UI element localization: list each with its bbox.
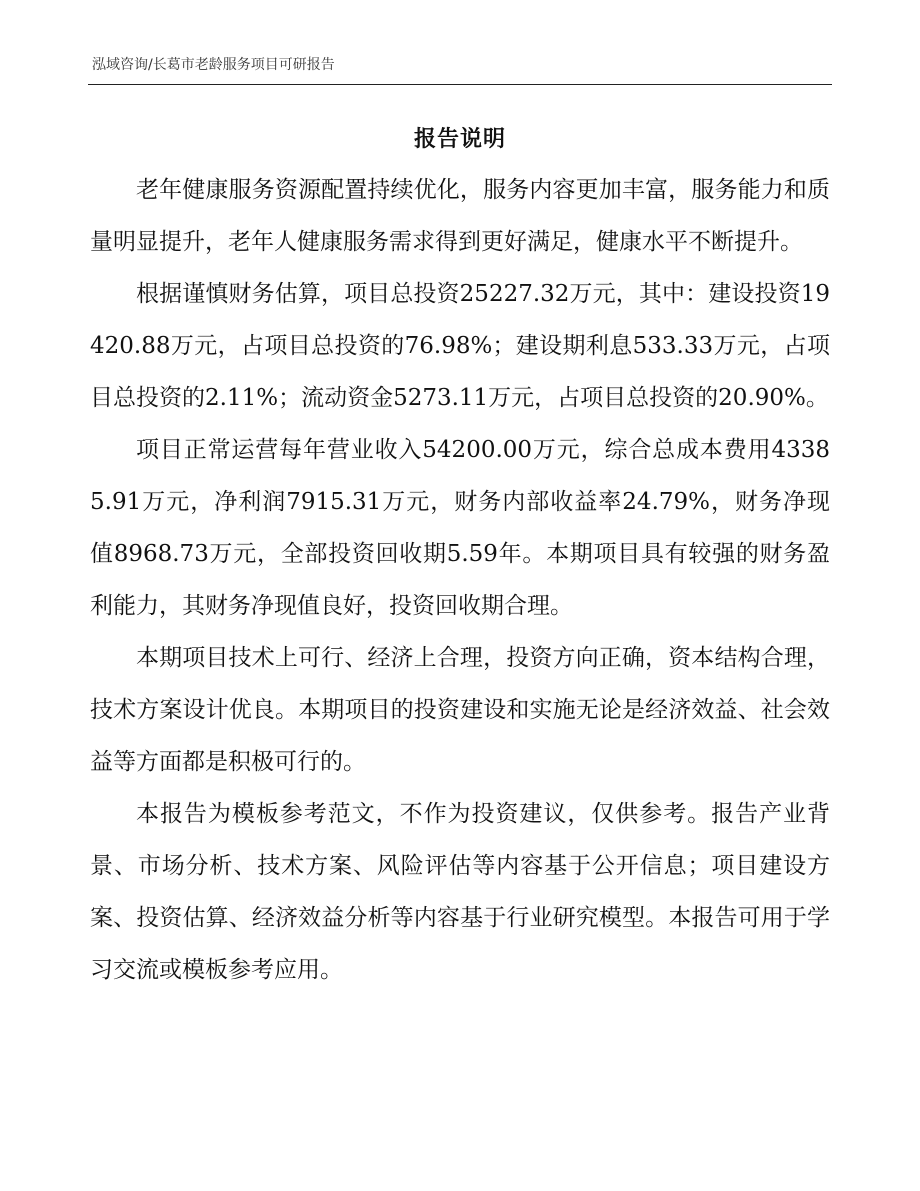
- paragraph-1: 老年健康服务资源配置持续优化，服务内容更加丰富，服务能力和质量明显提升，老年人健康服务需求得到更好满足，健康水平不断提升。: [90, 177, 830, 255]
- document-body: [90, 164, 830, 996]
- header-divider: [88, 84, 832, 85]
- paragraph-4: 本期项目技术上可行、经济上合理，投资方向正确，资本结构合理，技术方案设计优良。本期项目的投资建设和实施无论是经济效益、社会效益等方面都是积极可行的。: [90, 645, 830, 775]
- running-header: 泓域咨询/长葛市老龄服务项目可研报告: [92, 57, 335, 73]
- paragraph-5: 本报告为模板参考范文，不作为投资建议，仅供参考。报告产业背景、市场分析、技术方案、风险评估等内容基于公开信息；项目建设方案、投资估算、经济效益分析等内容基于行业研究模型。本报告可用于学习交流或模板参考应用。: [90, 801, 830, 983]
- paragraph-3: 项目正常运营每年营业收入54200.00万元，综合总成本费用43385.91万元，净利润7915.31万元，财务内部收益率24.79%，财务净现值8968.73万元，全部投资回收期5.59年。本期项目具有较强的财务盈利能力，其财务净现值良好，投资回收期合理。: [90, 437, 830, 619]
- page-title: 报告说明: [413, 127, 506, 152]
- paragraph-2: 根据谨慎财务估算，项目总投资25227.32万元，其中：建设投资19420.88万元，占项目总投资的76.98%；建设期利息533.33万元，占项目总投资的2.11%；流动资金5273.11万元，占项目总投资的20.90%。: [90, 281, 830, 411]
